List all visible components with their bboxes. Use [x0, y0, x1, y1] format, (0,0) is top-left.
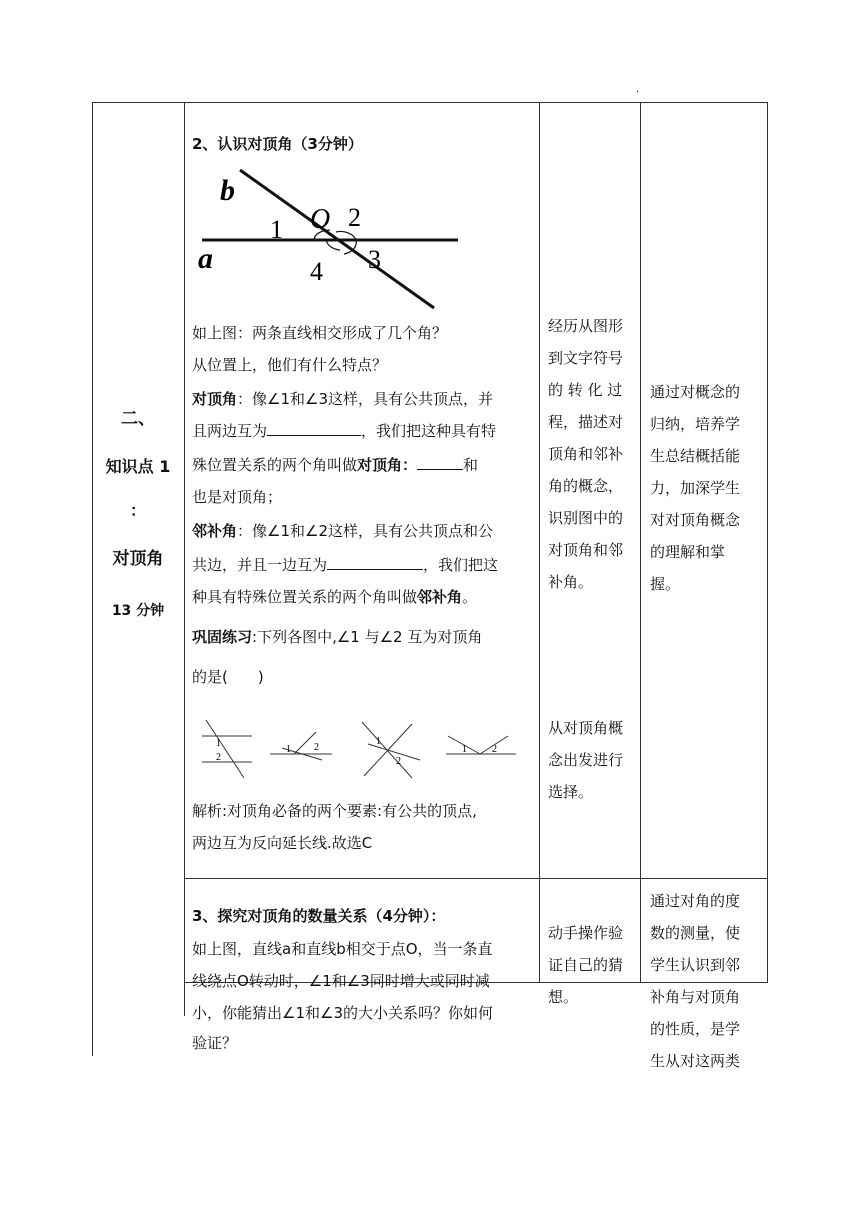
method-line: 程，描述对: [548, 413, 624, 431]
svg-text:2: 2: [216, 752, 221, 763]
lesson-table: [92, 102, 768, 1070]
label-a: a: [198, 242, 213, 275]
angle-2-label: 2: [348, 203, 361, 232]
adjacent-angle-term: 邻补角: [192, 522, 238, 540]
period: 。: [462, 588, 478, 606]
table-border-right: [767, 102, 768, 982]
purpose-line: 握。: [650, 575, 681, 593]
vertical-angle-def-line4: 也是对顶角；: [192, 488, 283, 506]
exercise-line1: [192, 622, 538, 652]
svg-text:1: 1: [376, 736, 381, 747]
table-border-left: [92, 102, 93, 1056]
method-line: 顶角和邻补: [548, 445, 624, 463]
row2-purpose-line: 学生认识到邻: [650, 956, 741, 974]
column-divider: [539, 102, 540, 982]
vertical-angle-term: 对顶角: [357, 456, 403, 474]
angle-3-label: 3: [368, 245, 381, 274]
row-divider: [184, 878, 768, 879]
purpose-line: 对对顶角概念: [650, 511, 741, 529]
analysis-line1: 解析:对顶角必备的两个要素:有公共的顶点,: [192, 802, 477, 820]
row2-method-line: 证自己的猜: [548, 956, 624, 974]
method-line: 从对顶角概: [548, 719, 624, 737]
svg-text:2: 2: [492, 744, 497, 755]
adjacent-angle-def-line2: [192, 550, 538, 580]
adjacent-angle-term: 邻补角: [417, 588, 463, 606]
method-line: 到文字符号: [548, 349, 624, 367]
exercise-text: :下列各图中,∠1 与∠2 互为对顶角: [252, 628, 483, 646]
vertical-angle-text: 且两边互为: [192, 422, 268, 440]
row2-purpose-line: 补角与对顶角: [650, 988, 741, 1006]
option-a-diagram: [202, 720, 252, 778]
exercise-option-diagrams: [192, 714, 532, 784]
angle-4-label: 4: [310, 257, 323, 286]
row2-text-line: 验证？: [192, 1034, 238, 1052]
label-b: b: [220, 174, 235, 207]
section-heading: 2、认识对顶角（3分钟）: [192, 135, 363, 153]
intersecting-lines-figure: [196, 166, 466, 311]
adjacent-angle-def-line1: [192, 516, 538, 546]
vertical-angle-text: 和: [463, 456, 479, 474]
vertical-angle-def-line2: [192, 416, 538, 446]
vertical-angle-def-line3: [192, 450, 538, 480]
fill-blank[interactable]: [327, 553, 423, 570]
row2-purpose-line: 数的测量，使: [650, 924, 741, 942]
method-line: 对顶角和邻: [548, 541, 624, 559]
row2-purpose-line: 的性质，是学: [650, 1020, 741, 1038]
label-o: O: [310, 204, 331, 235]
topic-label: 知识点 1: [105, 457, 171, 476]
method-line: 选择。: [548, 783, 594, 801]
method-line: 念出发进行: [548, 751, 624, 769]
svg-text:2: 2: [396, 756, 401, 767]
section-number: 二、: [121, 409, 155, 429]
option-d-diagram: [446, 736, 516, 755]
colon: ：: [402, 456, 418, 474]
option-b-diagram: [270, 732, 332, 760]
exercise-line2: 的是( ): [192, 668, 264, 686]
question-1: 如上图：两条直线相交形成了几个角？: [192, 324, 448, 342]
purpose-line: 的理解和掌: [650, 543, 726, 561]
vertical-angle-text: ，我们把这种具有特: [361, 422, 497, 440]
fill-blank[interactable]: [267, 419, 361, 436]
svg-text:1: 1: [286, 744, 291, 755]
adjacent-angle-text: ：像∠1和∠2这样，具有公共顶点和公: [237, 522, 493, 540]
vertical-angle-def-line1: [192, 384, 538, 414]
adjacent-angle-text: 共边，并且一边互为: [192, 556, 328, 574]
topic-name: 对顶角: [112, 549, 164, 569]
purpose-line: 归纳，培养学: [650, 415, 741, 433]
purpose-line: 生总结概括能: [650, 447, 741, 465]
adjacent-angle-def-line3: [192, 582, 538, 612]
vertical-angle-text: ：像∠1和∠3这样，具有公共顶点，并: [237, 390, 493, 408]
exercise-term: 巩固练习: [192, 628, 253, 646]
row2-text-line: 小，你能猜出∠1和∠3的大小关系吗？你如何: [192, 1004, 493, 1022]
purpose-line: 力，加深学生: [650, 479, 741, 497]
option-c-diagram: [362, 722, 420, 778]
angle-1-label: 1: [270, 215, 283, 244]
row2-text-line: 线绕点O转动时，∠1和∠3同时增大或同时减: [192, 972, 490, 990]
vertical-angle-text: 殊位置关系的两个角叫做: [192, 456, 358, 474]
table-border-top: [92, 102, 768, 103]
section-heading-2: 3、探究对顶角的数量关系（4分钟）：: [192, 907, 446, 925]
method-line: 的 转 化 过: [548, 381, 623, 399]
column-divider: [640, 102, 641, 982]
row2-method-line: 想。: [548, 988, 579, 1006]
fill-blank[interactable]: [417, 453, 463, 470]
vertical-angle-term: 对顶角: [192, 390, 238, 408]
adjacent-angle-text: 种具有特殊位置关系的两个角叫做: [192, 588, 418, 606]
topic-colon: ：: [129, 501, 146, 520]
row2-text-line: 如上图，直线a和直线b相交于点O，当一条直: [192, 940, 493, 958]
row2-purpose-line: 生从对这两类: [650, 1052, 741, 1070]
svg-text:1: 1: [216, 738, 221, 749]
row2-method-line: 动手操作验: [548, 924, 624, 942]
page-dot: .: [636, 84, 640, 95]
question-2: 从位置上，他们有什么特点？: [192, 356, 388, 374]
purpose-line: 通过对概念的: [650, 383, 741, 401]
row2-purpose-line: 通过对角的度: [650, 892, 741, 910]
method-line: 补角。: [548, 573, 594, 591]
analysis-line2: 两边互为反向延长线.故选C: [192, 834, 373, 852]
adjacent-angle-text: ，我们把这: [423, 556, 499, 574]
time-label: 13 分钟: [111, 603, 165, 619]
svg-text:1: 1: [462, 744, 467, 755]
svg-text:2: 2: [314, 742, 319, 753]
method-line: 角的概念，: [548, 477, 624, 495]
method-line: 经历从图形: [548, 317, 624, 335]
method-line: 识别图中的: [548, 509, 624, 527]
